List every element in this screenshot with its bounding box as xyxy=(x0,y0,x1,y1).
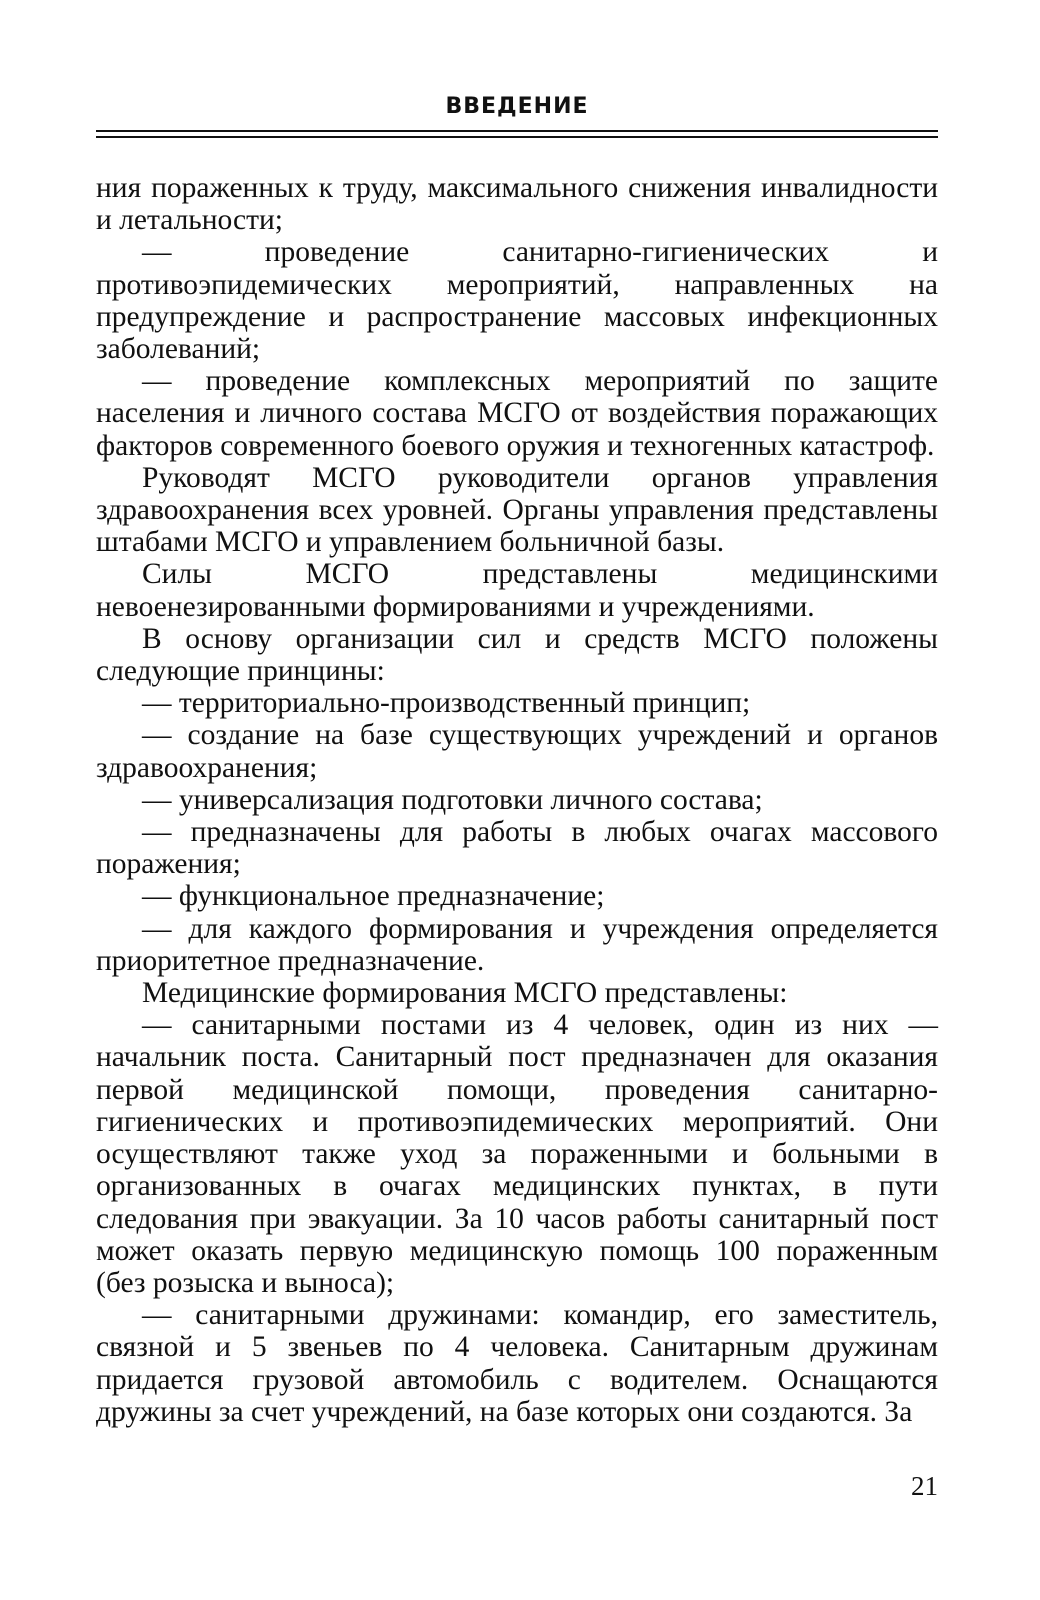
list-item: — функциональное предназначение; xyxy=(142,880,605,913)
paragraph: Медицинские формирования МСГО представлены: xyxy=(142,977,788,1010)
paragraph: Руководят МСГО руководители органов управления здравоохранения всех уровней. Органы управления представлены штабами МСГО и управлением больничной базы. xyxy=(96,461,938,559)
list-item: — санитарными дружинами: командир, его заместитель, связной и 5 звеньев по 4 человека. Санитарным дружинам придается грузовой автомобиль с водителем. Оснащаются дружины за счет учреждений, на базе которых они создаются. За xyxy=(96,1299,938,1428)
header-rule-bottom xyxy=(96,136,938,138)
paragraph: Силы МСГО представлены медицинскими невоенезированными формированиями и учреждениями. xyxy=(96,558,938,623)
list-item: — универсализация подготовки личного состава; xyxy=(142,783,763,816)
list-item: — санитарными постами из 4 человек, один из них — начальник поста. Санитарный пост предназначен для оказания первой медицинской помощи, проведения санитарно-гигиенических и противоэпидемических мероприятий. Они осуществляют также уход за пораженными и больными в организованных в очагах медицинских пунктах, в пути следования при эвакуации. За 10 часов работы санитарный пост может оказать первую медицинскую помощь 100 пораженным (без розыска и выноса); xyxy=(96,1009,938,1299)
paragraph-continuation: ния пораженных к труду, максимального снижения инвалидности и летальности; xyxy=(96,172,938,237)
body-text xyxy=(96,172,938,1428)
list-item: — для каждого формирования и учреждения определяется приоритетное предназначение. xyxy=(96,912,938,977)
paragraph: В основу организации сил и средств МСГО положены следующие принцины: xyxy=(96,622,938,688)
list-item: — создание на базе существующих учреждений и органов здравоохранения; xyxy=(96,719,938,784)
list-item: — территориально-производственный принцип; xyxy=(142,687,751,720)
page-number: 21 xyxy=(911,1471,938,1501)
running-head: ВВЕДЕНИЕ xyxy=(445,94,589,119)
header-rule-top xyxy=(96,130,938,132)
list-item: — предназначены для работы в любых очагах массового поражения; xyxy=(96,816,938,881)
list-item: — проведение комплексных мероприятий по защите населения и личного состава МСГО от воздействия поражающих факторов современного боевого оружия и техногенных катастроф. xyxy=(96,365,938,462)
list-item: — проведение санитарно-гигиенических и противоэпидемических мероприятий, направленных на предупреждение и распространение массовых инфекционных заболеваний; xyxy=(96,236,938,366)
